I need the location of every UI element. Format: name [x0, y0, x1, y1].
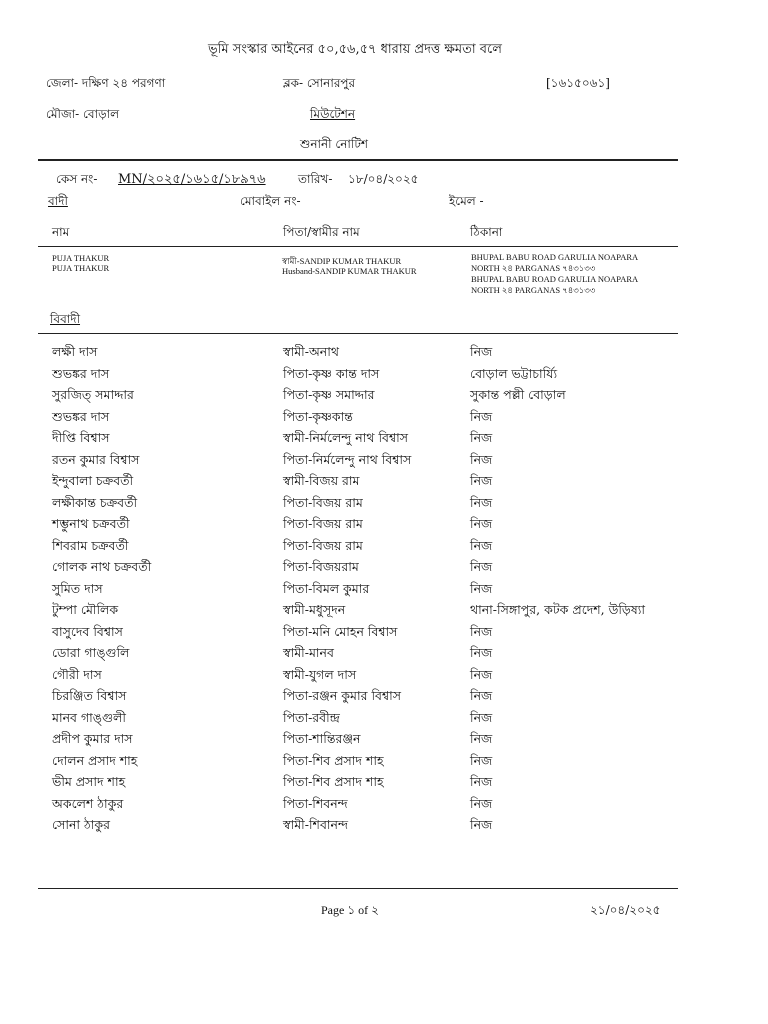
defendant-name: শম্ভুনাথ চক্রবর্তী [52, 516, 130, 531]
defendant-guardian: পিতা-বিজয় রাম [283, 537, 363, 553]
column-header-divider [38, 246, 678, 247]
address-line: NORTH ২৪ PARGANAS ৭৪৩১৩৩ [471, 285, 596, 295]
defendant-name: গোলক নাথ চক্রবর্তী [52, 559, 152, 574]
defendant-address: নিজ [470, 473, 493, 488]
defendant-name: শুভঙ্কর দাস [52, 365, 110, 381]
defendant-guardian: পিতা-মনি মোহন বিশ্বাস [283, 623, 398, 639]
defendant-guardian: পিতা-বিজয় রাম [283, 494, 363, 510]
defendant-guardian: পিতা-কৃষ্ণকান্ত [283, 408, 353, 424]
table-row [0, 538, 768, 559]
plaintiff-guardian [282, 256, 417, 276]
table-row [0, 688, 768, 709]
table-row [0, 344, 768, 365]
defendant-address: নিজ [470, 344, 493, 359]
defendant-guardian: স্বামী-মধুসূদন [283, 602, 346, 617]
address-line: BHUPAL BABU ROAD GARULIA NOAPARA [471, 274, 639, 284]
defendant-name: চিরঞ্জিত বিশ্বাস [52, 688, 127, 703]
defendant-guardian: পিতা-বিজয় রাম [283, 516, 363, 531]
defendant-guardian: পিতা-কৃষ্ণ কান্ত দাস [283, 365, 380, 381]
defendant-address: নিজ [470, 709, 493, 725]
defendant-name: দোলন প্রসাদ শাহ [52, 752, 138, 768]
guardian-line2: Husband-SANDIP KUMAR THAKUR [282, 266, 417, 276]
footer-date: ২১/০৪/২০২৫ [590, 903, 661, 917]
table-row [0, 452, 768, 473]
defendant-address: নিজ [470, 451, 493, 467]
table-row [0, 495, 768, 516]
defendant-name: ভীম প্রসাদ শাহ [52, 774, 126, 789]
page-number: Page ১ of ২ [321, 903, 379, 917]
table-row [0, 366, 768, 387]
defendant-name: সুমিত দাস [52, 580, 103, 596]
mouza-label: মৌজা- বোড়াল [46, 107, 120, 121]
defendant-name: সুরজিত্ সমাদ্দার [52, 387, 134, 402]
defendant-name: ডোরা গাঙ্গুলি [52, 645, 130, 660]
defendant-guardian: পিতা-কৃষ্ণ সমাদ্দার [283, 387, 375, 402]
defendant-name: রতন কুমার বিশ্বাস [52, 451, 140, 467]
defendant-address: নিজ [470, 537, 493, 553]
defendant-guardian: পিতা-নির্মলেন্দু নাথ বিশ্বাস [283, 451, 412, 467]
table-row [0, 710, 768, 731]
column-header-guardian: পিতা/স্বামীর নাম [283, 225, 360, 239]
plaintiff-name: PUJA THAKUR [52, 263, 110, 273]
table-row [0, 559, 768, 580]
defendant-name: সোনা ঠাকুর [52, 817, 110, 832]
defendant-divider [38, 333, 678, 334]
table-row [0, 645, 768, 666]
defendant-address: নিজ [470, 731, 493, 746]
defendant-address: সুকান্ত পল্লী বোড়াল [470, 387, 566, 402]
table-row [0, 753, 768, 774]
mutation-label: মিউটেশন [310, 107, 356, 121]
mobile-label: মোবাইল নং- [240, 194, 301, 208]
defendant-guardian: স্বামী-মানব [283, 645, 334, 660]
table-row [0, 409, 768, 430]
table-row [0, 731, 768, 752]
table-row [0, 624, 768, 645]
defendant-name: লক্ষী দাস [52, 344, 98, 359]
address-line: NORTH ২৪ PARGANAS ৭৪৩১৩৩ [471, 263, 596, 273]
defendant-name: শিবরাম চক্রবর্তী [52, 537, 129, 553]
defendant-address: নিজ [470, 516, 493, 531]
column-header-name: নাম [52, 225, 70, 239]
defendant-address: নিজ [470, 494, 493, 510]
plaintiff-address [471, 252, 638, 296]
code-label: [১৬১৫০৬১] [546, 76, 610, 90]
block-label: ব্লক- সোনারপুর [283, 76, 356, 90]
table-row [0, 774, 768, 795]
notice-label: শুনানী নোটিশ [300, 137, 368, 151]
case-number: MN/২০২৫/১৬১৫/১৮৯৭৬ [118, 172, 266, 187]
document-title: ভূমি সংস্কার আইনের ৫০,৫৬,৫৭ ধারায় প্রদত্ত ক্ষমতা বলে [208, 42, 502, 57]
table-row [0, 581, 768, 602]
defendant-guardian: স্বামী-যুগল দাস [283, 666, 357, 682]
defendant-address: থানা-সিঙ্গাপুর, কটক প্রদেশ, উড়িষ্যা [470, 602, 646, 617]
defendant-name: গৌরী দাস [52, 666, 102, 682]
table-row [0, 473, 768, 494]
defendant-name: শুভঙ্কর দাস [52, 408, 110, 424]
defendant-name: দীপ্তি বিশ্বাস [52, 430, 110, 445]
table-row [0, 667, 768, 688]
footer-divider [38, 888, 678, 889]
column-header-address: ঠিকানা [470, 225, 503, 239]
defendant-guardian: স্বামী-বিজয় রাম [283, 473, 360, 488]
case-date-label: তারিখ- [298, 172, 333, 186]
defendant-address: নিজ [470, 623, 493, 639]
plaintiff-heading: বাদী [48, 194, 68, 208]
defendant-guardian: পিতা-শান্তিরঞ্জন [283, 731, 361, 746]
defendant-address: নিজ [470, 559, 493, 574]
defendant-name: ইন্দুবালা চক্রবর্তী [52, 473, 134, 488]
defendant-name: মানব গাঙ্গুলী [52, 709, 126, 725]
defendant-name: প্রদীপ কুমার দাস [52, 731, 133, 746]
defendant-name: লক্ষীকান্ত চক্রবর্তী [52, 494, 138, 510]
defendant-guardian: পিতা-শিব প্রসাদ শাহ [283, 752, 384, 768]
guardian-name: SANDIP KUMAR THAKUR [299, 256, 402, 266]
defendant-guardian: স্বামী-নির্মলেন্দু নাথ বিশ্বাস [283, 430, 408, 445]
defendant-address: নিজ [470, 645, 493, 660]
defendant-address: নিজ [470, 666, 493, 682]
defendant-address: নিজ [470, 430, 493, 445]
defendant-guardian: পিতা-বিজয়রাম [283, 559, 359, 574]
defendant-address: নিজ [470, 408, 493, 424]
defendant-guardian: পিতা-বিমল কুমার [283, 580, 370, 596]
defendant-guardian: পিতা-শিব প্রসাদ শাহ [283, 774, 384, 789]
defendant-address: নিজ [470, 817, 493, 832]
address-line: BHUPAL BABU ROAD GARULIA NOAPARA [471, 252, 639, 262]
table-row [0, 516, 768, 537]
defendant-address: নিজ [470, 795, 493, 811]
plaintiff-name: PUJA THAKUR [52, 253, 110, 263]
defendant-guardian: পিতা-রবীন্দ্র [283, 709, 340, 725]
defendant-address: নিজ [470, 752, 493, 768]
defendant-address: নিজ [470, 774, 493, 789]
defendant-address: নিজ [470, 580, 493, 596]
guardian-prefix: স্বামী- [282, 256, 300, 266]
defendant-address: নিজ [470, 688, 493, 703]
case-number-label: কেস নং- [56, 172, 98, 186]
table-row [0, 602, 768, 623]
defendant-heading: বিবাদী [50, 312, 81, 326]
defendant-guardian: পিতা-রঞ্জন কুমার বিশ্বাস [283, 688, 401, 703]
defendant-name: বাসুদেব বিশ্বাস [52, 623, 123, 639]
table-row [0, 430, 768, 451]
table-row [0, 817, 768, 838]
case-date: ১৮/০৪/২০২৫ [348, 172, 419, 186]
defendant-guardian: স্বামী-শিবানন্দ [283, 817, 349, 832]
header-divider [38, 159, 678, 161]
defendant-name: অকলেশ ঠাকুর [52, 795, 124, 811]
table-row [0, 387, 768, 408]
defendant-address: বোড়াল ভট্টাচার্য্যি [470, 365, 558, 381]
plaintiff-names [52, 253, 109, 273]
defendant-name: টুম্পা মৌলিক [52, 602, 119, 617]
table-row [0, 796, 768, 817]
defendant-guardian: স্বামী-অনাথ [283, 344, 339, 359]
district-label: জেলা- দক্ষিণ ২৪ পরগণা [46, 76, 166, 90]
email-label: ইমেল - [449, 194, 484, 208]
defendant-guardian: পিতা-শিবনন্দ [283, 795, 348, 811]
